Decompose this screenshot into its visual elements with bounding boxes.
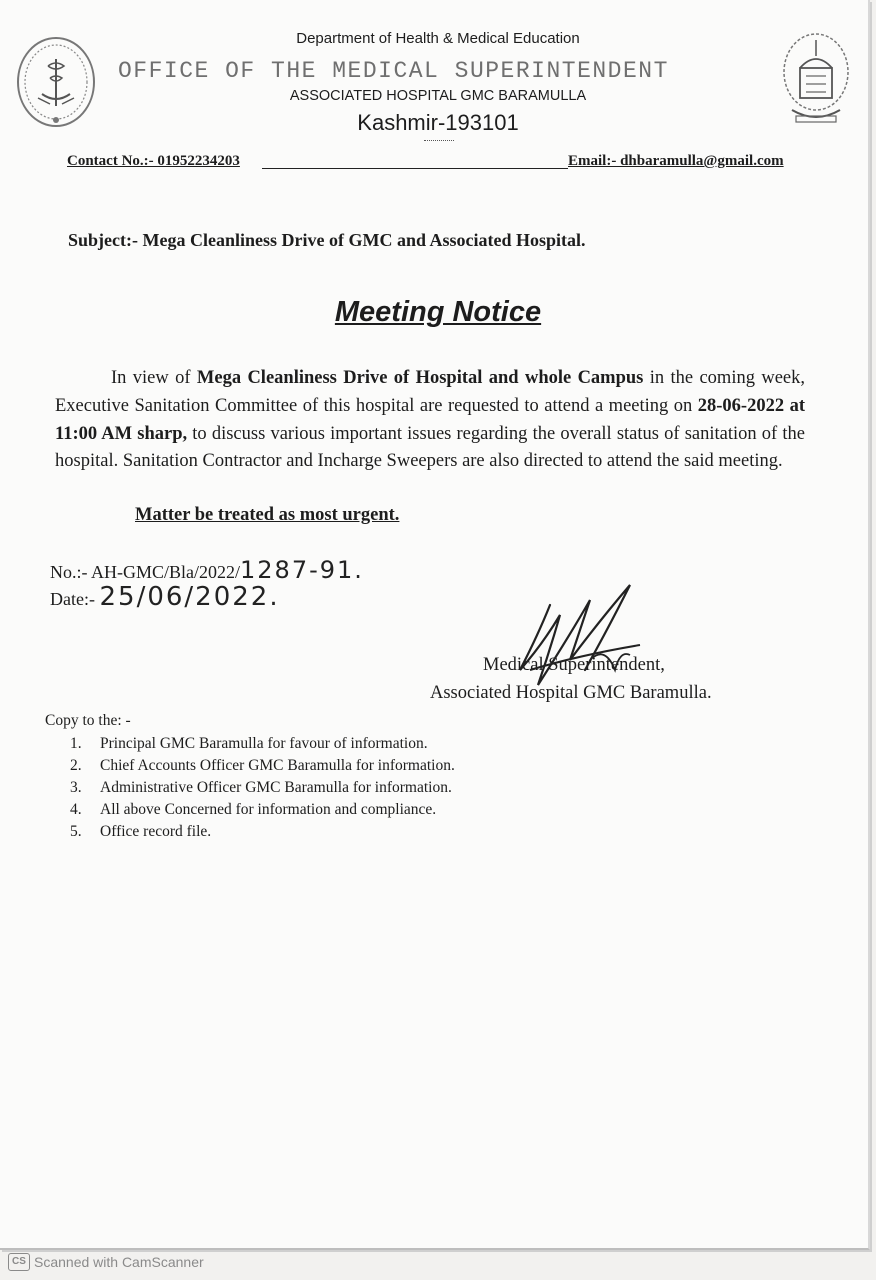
list-item-number: 5. (70, 823, 82, 840)
reference-number-handwritten: 1287-91. (240, 556, 364, 584)
city-pincode: Kashmir-193101 (357, 110, 519, 135)
signature-icon (490, 575, 660, 700)
copy-to-heading: Copy to the: - (45, 712, 131, 729)
camscanner-logo-icon: CS (8, 1253, 30, 1271)
reference-date (50, 582, 280, 612)
body-text-2: in the coming week, Executive Sanitation Committee of this hospital are requested to attend a meeting on (55, 368, 805, 416)
signatory-office: Associated Hospital GMC Baramulla. (430, 683, 712, 703)
list-item-text: All above Concerned for information and compliance. (100, 801, 437, 818)
body-bold-1: Mega Cleanliness Drive of Hospital and whole Campus (196, 368, 644, 388)
contact-number-text: Contact No.:- 01952234203 (67, 153, 240, 169)
camscanner-text: Scanned with CamScanner (34, 1254, 204, 1270)
list-item-number: 4. (70, 801, 82, 818)
list-item (70, 755, 455, 777)
list-item (70, 821, 455, 843)
notice-title: Meeting Notice (334, 296, 542, 328)
list-item (70, 733, 455, 755)
contact-rule (262, 168, 568, 169)
signatory-title: Medical Superintendent, (483, 655, 665, 675)
list-item-text: Chief Accounts Officer GMC Baramulla for information. (100, 757, 455, 774)
list-item-number: 1. (70, 735, 82, 752)
list-item-number: 3. (70, 779, 82, 796)
list-item-number: 2. (70, 757, 82, 774)
header-separator (424, 140, 454, 141)
body-text-3: to discuss various important issues regarding the overall status of sanitation of the hospital. Sanitation Contractor and Incharge Sweepers are also directed to attend the said meeting. (55, 423, 805, 472)
department-name: Department of Health & Medical Education (296, 30, 580, 47)
list-item-text: Principal GMC Baramulla for favour of information. (100, 735, 428, 752)
copy-to-list (70, 733, 455, 843)
office-title: OFFICE OF THE MEDICAL SUPERINTENDENT (118, 58, 669, 84)
reference-date-handwritten: 25/06/2022. (99, 582, 280, 612)
camscanner-watermark (8, 1253, 204, 1271)
reference-date-label: Date:- (50, 589, 95, 609)
reference-number-label: No.:- AH-GMC/Bla/2022/ (50, 562, 241, 582)
body-bold-2: 28-06-2022 at 11:00 AM sharp, (55, 395, 805, 444)
list-item-text: Office record file. (100, 823, 212, 840)
notice-body (55, 365, 805, 476)
urgent-note: Matter be treated as most urgent. (135, 505, 400, 525)
list-item (70, 799, 455, 821)
body-text-1: In view of (111, 368, 197, 388)
reference-number (50, 556, 364, 584)
subject-line: Subject:- Mega Cleanliness Drive of GMC and Associated Hospital. (68, 230, 586, 250)
contact-email: Email:- dhbaramulla@gmail.com (568, 153, 784, 169)
contact-number (67, 153, 240, 170)
hospital-name: ASSOCIATED HOSPITAL GMC BARAMULLA (289, 88, 587, 104)
list-item-text: Administrative Officer GMC Baramulla for information. (100, 779, 452, 796)
list-item (70, 777, 455, 799)
